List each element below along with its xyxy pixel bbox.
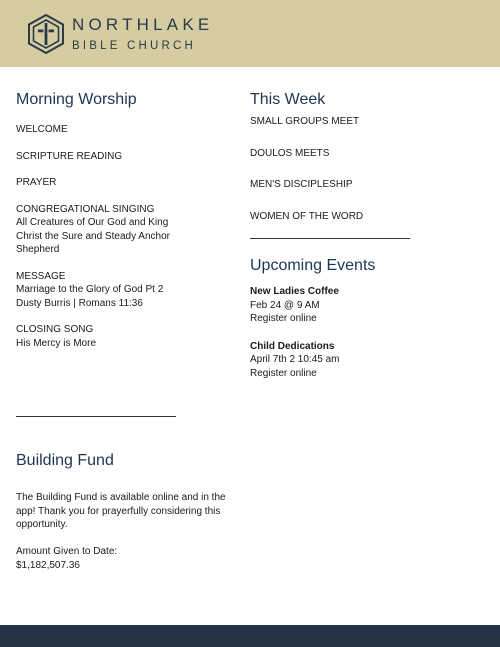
event-registration: Register online xyxy=(250,367,317,379)
worship-item xyxy=(16,323,238,350)
order-of-worship xyxy=(16,123,238,350)
building-fund-text: opportunity. xyxy=(16,519,68,530)
this-week-list xyxy=(250,115,480,223)
amount-value: $1,182,507.36 xyxy=(16,559,80,571)
event-date: Feb 24 @ 9 AM xyxy=(250,299,320,311)
event-item xyxy=(250,340,480,381)
event-registration: Register online xyxy=(250,313,317,324)
song-title: Christ the Sure and Steady Anchor xyxy=(16,230,170,242)
week-item: DOULOS MEETS xyxy=(250,147,330,159)
worship-item xyxy=(16,270,238,311)
event-date: April 7th 2 10:45 am xyxy=(250,354,340,365)
week-item: MEN'S DISCIPLESHIP xyxy=(250,179,353,190)
event-title: Child Dedications xyxy=(250,340,335,352)
building-fund-text: The Building Fund is available online and in the xyxy=(16,492,226,503)
page-footer xyxy=(0,625,500,647)
upcoming-events-section xyxy=(250,256,480,394)
song-title: His Mercy is More xyxy=(16,337,97,349)
divider-left xyxy=(16,416,176,417)
building-fund-heading: Building Fund xyxy=(16,452,114,469)
worship-item xyxy=(16,176,238,190)
this-week-heading: This Week xyxy=(250,91,326,108)
message-title: Marriage to the Glory of God Pt 2 xyxy=(16,284,164,295)
cross-hexagon-icon xyxy=(26,13,66,55)
church-name-line1: NORTHLAKE xyxy=(72,15,214,34)
events-list xyxy=(250,285,480,380)
worship-item-title: CLOSING SONG xyxy=(16,324,94,335)
week-item: WOMEN OF THE WORD xyxy=(250,210,364,222)
worship-item-title: WELCOME xyxy=(16,124,68,135)
upcoming-events-heading: Upcoming Events xyxy=(250,257,376,274)
week-item: SMALL GROUPS MEET xyxy=(250,116,360,127)
right-column xyxy=(250,90,480,241)
building-fund-body xyxy=(16,491,246,572)
page-header xyxy=(0,0,500,67)
song-title: Shepherd xyxy=(16,244,60,255)
worship-item-title: PRAYER xyxy=(16,177,57,188)
event-title: New Ladies Coffee xyxy=(250,286,339,297)
event-item xyxy=(250,285,480,326)
worship-item xyxy=(16,150,238,164)
left-column xyxy=(16,90,238,363)
church-name-line2: BIBLE CHURCH xyxy=(72,40,197,52)
worship-heading: Morning Worship xyxy=(16,91,137,108)
worship-item-title: CONGREGATIONAL SINGING xyxy=(16,203,155,215)
worship-item xyxy=(16,203,238,257)
worship-item-title: MESSAGE xyxy=(16,270,66,282)
worship-item xyxy=(16,123,238,137)
building-fund-text: app! Thank you for prayerfully considering this xyxy=(16,505,221,517)
amount-label: Amount Given to Date: xyxy=(16,546,118,557)
song-title: All Creatures of Our God and King xyxy=(16,217,169,228)
worship-item-title: SCRIPTURE READING xyxy=(16,150,123,162)
message-speaker: Dusty Burris | Romans 11:36 xyxy=(16,297,143,309)
church-name xyxy=(72,15,213,54)
building-fund-section xyxy=(16,451,246,572)
divider-right xyxy=(250,238,410,239)
